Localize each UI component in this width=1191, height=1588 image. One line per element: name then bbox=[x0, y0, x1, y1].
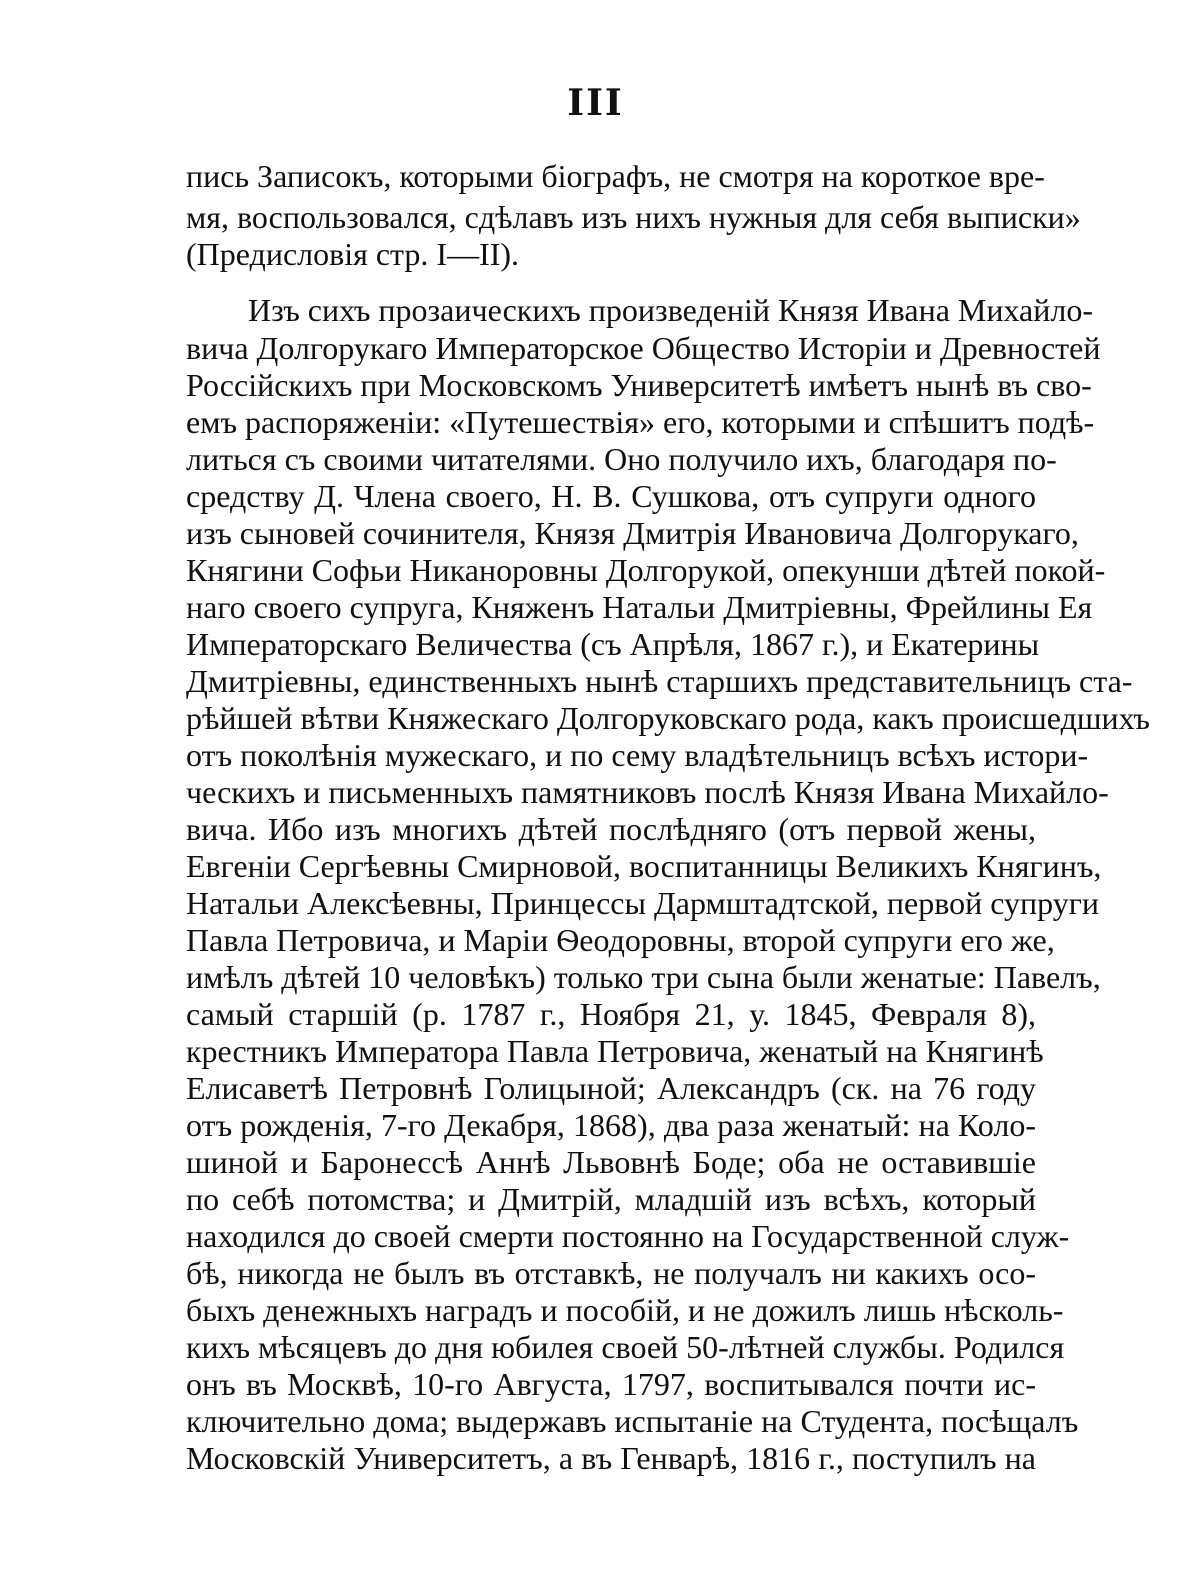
text-line: крестникъ Императора Павла Петровича, женатый на Княгинѣ bbox=[186, 1033, 1044, 1069]
text-line: самый старшій (р. 1787 г., Ноября 21, у. 1845, Февраля 8), bbox=[186, 996, 1036, 1032]
text-line: наго своего супруга, Княженъ Натальи Дмитріевны, Фрейлины Ея bbox=[186, 589, 1093, 625]
text-line: Натальи Алексѣевны, Принцессы Дармштадтской, первой супруги bbox=[186, 885, 1099, 921]
text-line: мя, воспользовался, сдѣлавъ изъ нихъ нужныя для себя выписки» bbox=[186, 199, 1081, 235]
text-line: Елисаветѣ Петровнѣ Голицыной; Александръ (ск. на 76 году bbox=[186, 1070, 1036, 1106]
text-line: Евгеніи Сергѣевны Смирновой, воспитанницы Великихъ Княгинъ, bbox=[186, 848, 1102, 884]
text-line: Изъ сихъ прозаическихъ произведеній Князя Ивана Михайло- bbox=[248, 292, 1093, 328]
text-line: литься съ своими читателями. Оно получило ихъ, благодаря по- bbox=[186, 441, 1057, 477]
text-line: вича. Ибо изъ многихъ дѣтей послѣдняго (отъ первой жены, bbox=[186, 811, 1036, 847]
text-line: бѣ, никогда не былъ въ отставкѣ, не получалъ ни какихъ осо- bbox=[186, 1255, 1036, 1291]
text-line: вича Долгорукаго Императорское Общество Исторіи и Древностей bbox=[186, 330, 1101, 366]
text-line: быхъ денежныхъ наградъ и пособій, и не дожилъ лишь нѣсколь- bbox=[186, 1292, 1064, 1328]
text-line: шиной и Баронессѣ Аннѣ Львовнѣ Боде; оба не оставившіе bbox=[186, 1144, 1036, 1180]
text-line: Княгини Софьи Никаноровны Долгорукой, опекунши дѣтей покой- bbox=[186, 552, 1106, 588]
text-line: средству Д. Члена своего, Н. В. Сушкова, отъ супруги одного bbox=[186, 478, 1036, 514]
text-line: Павла Петровича, и Маріи Ѳеодоровны, второй супруги его же, bbox=[186, 922, 1055, 958]
text-line: Дмитріевны, единственныхъ нынѣ старшихъ представительницъ ста- bbox=[186, 663, 1133, 699]
page-number: III bbox=[567, 82, 624, 124]
text-line: находился до своей смерти постоянно на Государственной служ- bbox=[186, 1218, 1070, 1254]
text-line: (Предисловія стр. I—II). bbox=[186, 236, 520, 272]
text-line: отъ поколѣнія мужескаго, и по сему владѣтельницъ всѣхъ истори- bbox=[186, 737, 1089, 773]
text-line: пись Записокъ, которыми біографъ, не смотря на короткое вре- bbox=[186, 158, 1045, 194]
text-line: ческихъ и письменныхъ памятниковъ послѣ Князя Ивана Михайло- bbox=[186, 774, 1109, 810]
text-line: изъ сыновей сочинителя, Князя Дмитрія Ивановича Долгорукаго, bbox=[186, 515, 1079, 551]
text-line: Императорскаго Величества (съ Апрѣля, 1867 г.), и Екатерины bbox=[186, 626, 1040, 662]
text-line: отъ рожденія, 7-го Декабря, 1868), два раза женатый: на Коло- bbox=[186, 1107, 1036, 1143]
text-line: имѣлъ дѣтей 10 человѣкъ) только три сына были женатые: Павелъ, bbox=[186, 959, 1101, 995]
text-line: емъ распоряженіи: «Путешествія» его, которыми и спѣшитъ подѣ- bbox=[186, 404, 1095, 440]
text-line: кихъ мѣсяцевъ до дня юбилея своей 50-лѣтней службы. Родился bbox=[186, 1329, 1065, 1365]
text-line: Россійскихъ при Московскомъ Университетѣ имѣетъ нынѣ въ сво- bbox=[186, 367, 1092, 403]
text-line: по себѣ потомства; и Дмитрій, младшій изъ всѣхъ, который bbox=[186, 1181, 1036, 1217]
text-line: рѣйшей вѣтви Княжескаго Долгоруковскаго рода, какъ происшедшихъ bbox=[186, 700, 1150, 736]
text-line: ключительно дома; выдержавъ испытаніе на Студента, посѣщалъ bbox=[186, 1403, 1079, 1439]
text-line: Московскій Университетъ, а въ Генварѣ, 1816 г., поступилъ на bbox=[186, 1440, 1036, 1476]
text-line: онъ въ Москвѣ, 10-го Августа, 1797, воспитывался почти ис- bbox=[186, 1366, 1036, 1402]
